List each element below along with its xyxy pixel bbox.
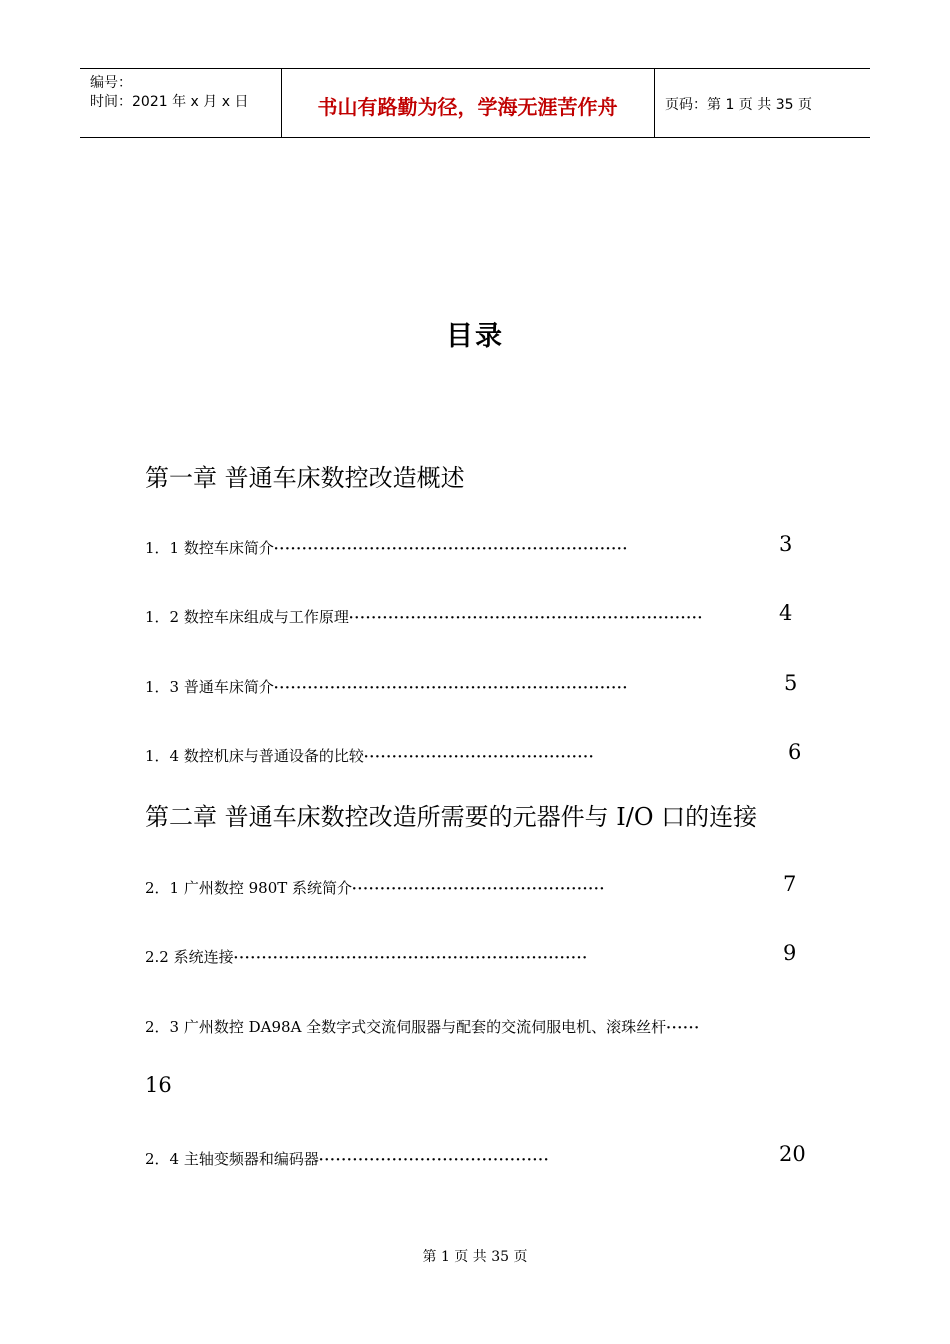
toc-leader-dots: ······························································· xyxy=(348,611,704,626)
toc-page-number: 16 xyxy=(145,1073,172,1097)
document-number-label: 编号： xyxy=(90,75,132,91)
toc-page-number: 3 xyxy=(779,532,793,556)
toc-entry-2-2[interactable] xyxy=(145,946,588,967)
header-page-info: 页码：第 1 页 共 35 页 xyxy=(665,97,812,113)
toc-page-number: 6 xyxy=(788,740,802,764)
chapter-1-heading: 第一章 普通车床数控改造概述 xyxy=(145,464,465,492)
toc-leader-dots: ······ xyxy=(666,1021,700,1036)
toc-entry-label: 2．3 广州数控 DA98A 全数字式交流伺服器与配套的交流伺服电机、滚珠丝杆 xyxy=(145,1018,667,1036)
toc-entry-label: 2.2 系统连接 xyxy=(145,948,234,966)
toc-entry-1-2[interactable] xyxy=(145,606,703,627)
toc-page-number: 4 xyxy=(779,601,793,625)
toc-title: 目录 xyxy=(446,321,504,352)
toc-entry-1-1[interactable] xyxy=(145,537,628,558)
toc-entry-label: 1．3 普通车床简介 xyxy=(145,678,274,696)
toc-page-number: 9 xyxy=(783,941,797,965)
toc-page-number: 5 xyxy=(784,671,798,695)
toc-leader-dots: ······························································· xyxy=(233,951,589,966)
chapter-2-heading: 第二章 普通车床数控改造所需要的元器件与 I/O 口的连接 xyxy=(145,803,758,831)
header-right-cell xyxy=(655,69,870,137)
toc-entry-2-3[interactable] xyxy=(145,1016,700,1037)
toc-entry-label: 1．1 数控车床简介 xyxy=(145,539,274,557)
toc-entry-1-4[interactable] xyxy=(145,745,595,766)
toc-entry-1-3[interactable] xyxy=(145,676,628,697)
header-middle-cell xyxy=(281,69,655,137)
page-footer: 第 1 页 共 35 页 xyxy=(422,1249,528,1265)
toc-entry-2-1[interactable] xyxy=(145,877,605,898)
toc-leader-dots: ······························································· xyxy=(273,681,629,696)
toc-leader-dots: ········································· xyxy=(318,1153,550,1168)
toc-page-number: 20 xyxy=(779,1142,806,1166)
toc-page-number: 7 xyxy=(783,872,797,896)
toc-entry-2-4[interactable] xyxy=(145,1148,550,1169)
toc-leader-dots: ······························································· xyxy=(273,542,629,557)
header-motto: 书山有路勤为径，学海无涯苦作舟 xyxy=(317,95,618,119)
page-header xyxy=(80,68,870,138)
toc-entry-label: 1．4 数控机床与普通设备的比较 xyxy=(145,747,364,765)
toc-leader-dots: ········································· xyxy=(363,750,595,765)
toc-leader-dots: ············································· xyxy=(352,882,606,897)
toc-entry-label: 2．4 主轴变频器和编码器 xyxy=(145,1150,319,1168)
document-time-label: 时间：2021 年 x 月 x 日 xyxy=(90,94,249,110)
toc-entry-label: 2．1 广州数控 980T 系统简介 xyxy=(145,879,353,897)
toc-entry-label: 1．2 数控车床组成与工作原理 xyxy=(145,608,349,626)
header-left-cell xyxy=(80,69,282,137)
